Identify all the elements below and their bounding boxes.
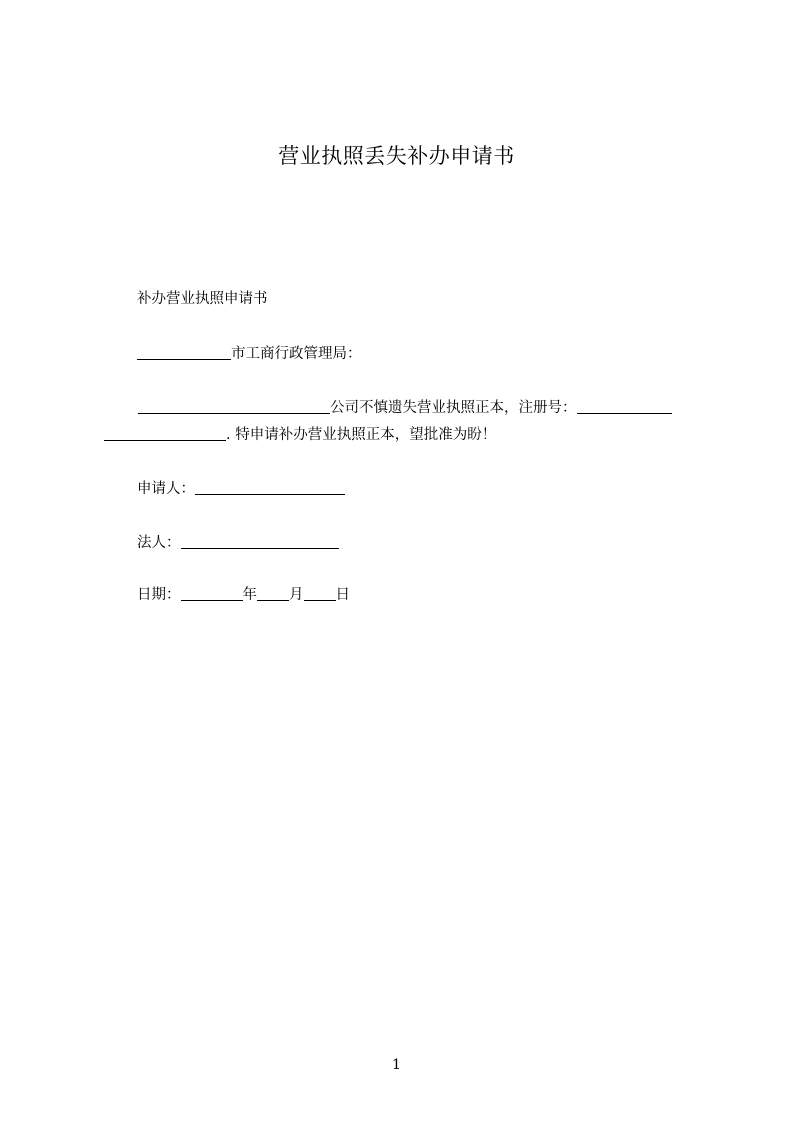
page-number: 1 xyxy=(392,1057,401,1073)
date-label: 日期： xyxy=(137,587,181,603)
registration-number-blank xyxy=(577,398,672,414)
date-year: 年 xyxy=(242,587,257,603)
date-day: 日 xyxy=(335,587,350,603)
legal-person-blank xyxy=(181,533,339,549)
document-title: 营业执照丢失补办申请书 xyxy=(278,144,515,168)
applicant-blank xyxy=(195,479,345,495)
registration-number-blank-cont xyxy=(104,425,226,441)
subtitle: 补办营业执照申请书 xyxy=(137,291,268,307)
date-line xyxy=(137,585,350,605)
date-month: 月 xyxy=(289,587,304,603)
applicant-label: 申请人： xyxy=(137,481,195,497)
legal-person-label: 法人： xyxy=(137,535,181,551)
legal-person-line xyxy=(137,533,339,553)
applicant-line xyxy=(137,479,345,499)
day-blank xyxy=(304,585,336,601)
addressee-line xyxy=(137,344,362,364)
body-line-2-text: . 特申请补办营业执照正本，望批准为盼！ xyxy=(226,427,497,443)
addressee-suffix: 市工商行政管理局： xyxy=(231,346,362,362)
month-blank xyxy=(257,585,289,601)
city-blank xyxy=(137,344,231,360)
body-line-1 xyxy=(138,398,672,418)
company-name-blank xyxy=(138,398,330,414)
body-line-1-text: 公司不慎遗失营业执照正本，注册号： xyxy=(330,400,577,416)
year-blank xyxy=(181,585,243,601)
body-line-2 xyxy=(104,425,496,445)
